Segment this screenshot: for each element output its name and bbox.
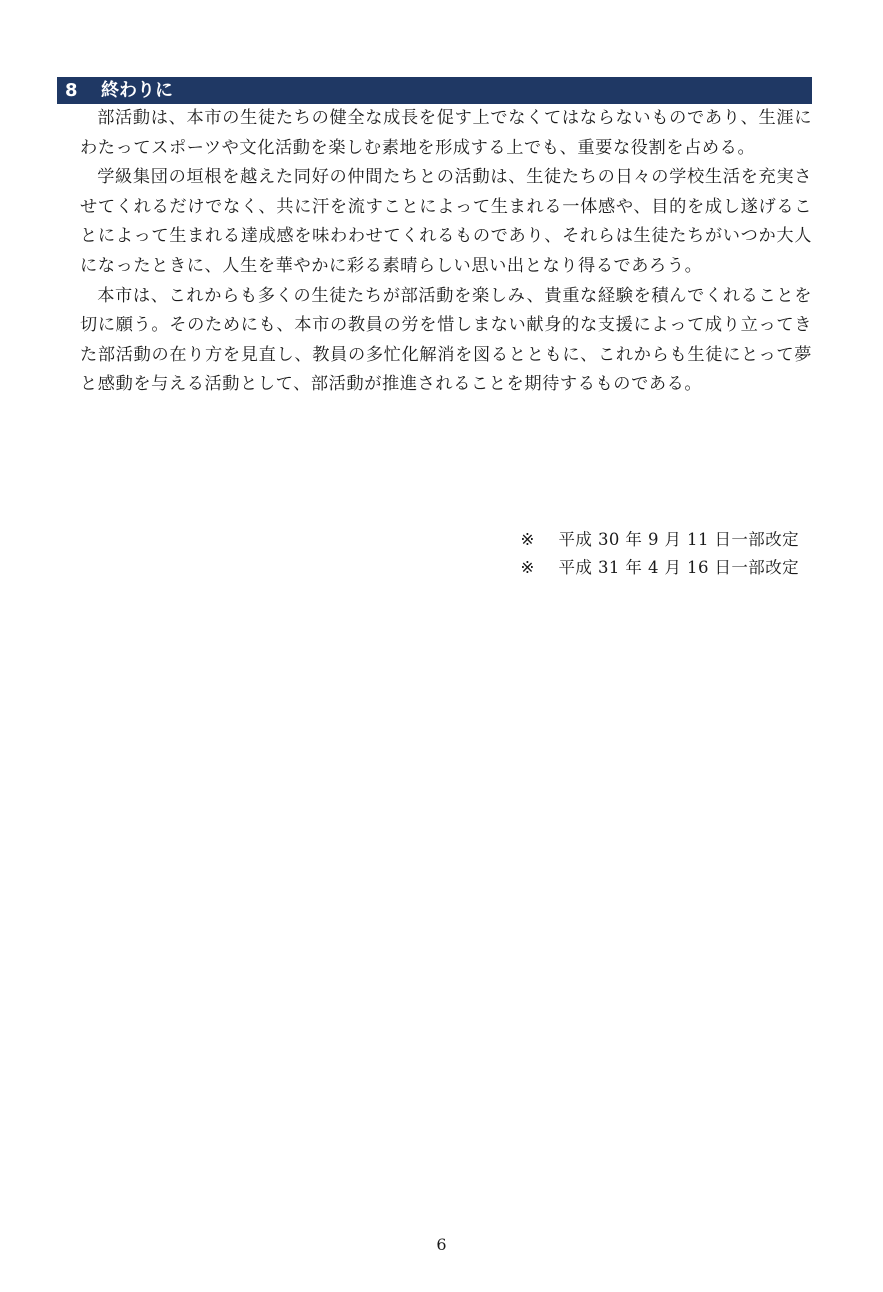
revision-notes bbox=[521, 526, 799, 582]
reference-mark: ※ bbox=[520, 558, 535, 577]
section-title: 終わりに bbox=[101, 80, 173, 101]
section-number: 8 bbox=[65, 80, 78, 101]
paragraph: 学級集団の垣根を越えた同好の仲間たちとの活動は、生徒たちの日々の学校生活を充実させてくれるだけでなく、共に汗を流すことによって生まれる一体感や、目的を成し遂げることによって生まれる達成感を味わわせてくれるものであり、それらは生徒たちがいつか大人になったときに、人生を華やかに彩る素晴らしい思い出となり得るであろう。 bbox=[80, 167, 812, 276]
revision-note-text: 平成 31 年 4 月 16 日一部改定 bbox=[558, 558, 799, 577]
page-number: 6 bbox=[436, 1235, 447, 1254]
body-text bbox=[80, 104, 812, 400]
section-header bbox=[57, 77, 812, 104]
reference-mark: ※ bbox=[520, 530, 535, 549]
revision-note bbox=[521, 554, 799, 582]
revision-note bbox=[521, 526, 799, 554]
revision-note-text: 平成 30 年 9 月 11 日一部改定 bbox=[558, 530, 799, 549]
paragraph: 部活動は、本市の生徒たちの健全な成長を促す上でなくてはならないものであり、生涯にわたってスポーツや文化活動を楽しむ素地を形成する上でも、重要な役割を占める。 bbox=[80, 108, 812, 158]
paragraph: 本市は、これからも多くの生徒たちが部活動を楽しみ、貴重な経験を積んでくれることを切に願う。そのためにも、本市の教員の労を惜しまない献身的な支援によって成り立ってきた部活動の在り方を見直し、教員の多忙化解消を図るとともに、これからも生徒にとって夢と感動を与える活動として、部活動が推進されることを期待するものである。 bbox=[80, 285, 812, 395]
